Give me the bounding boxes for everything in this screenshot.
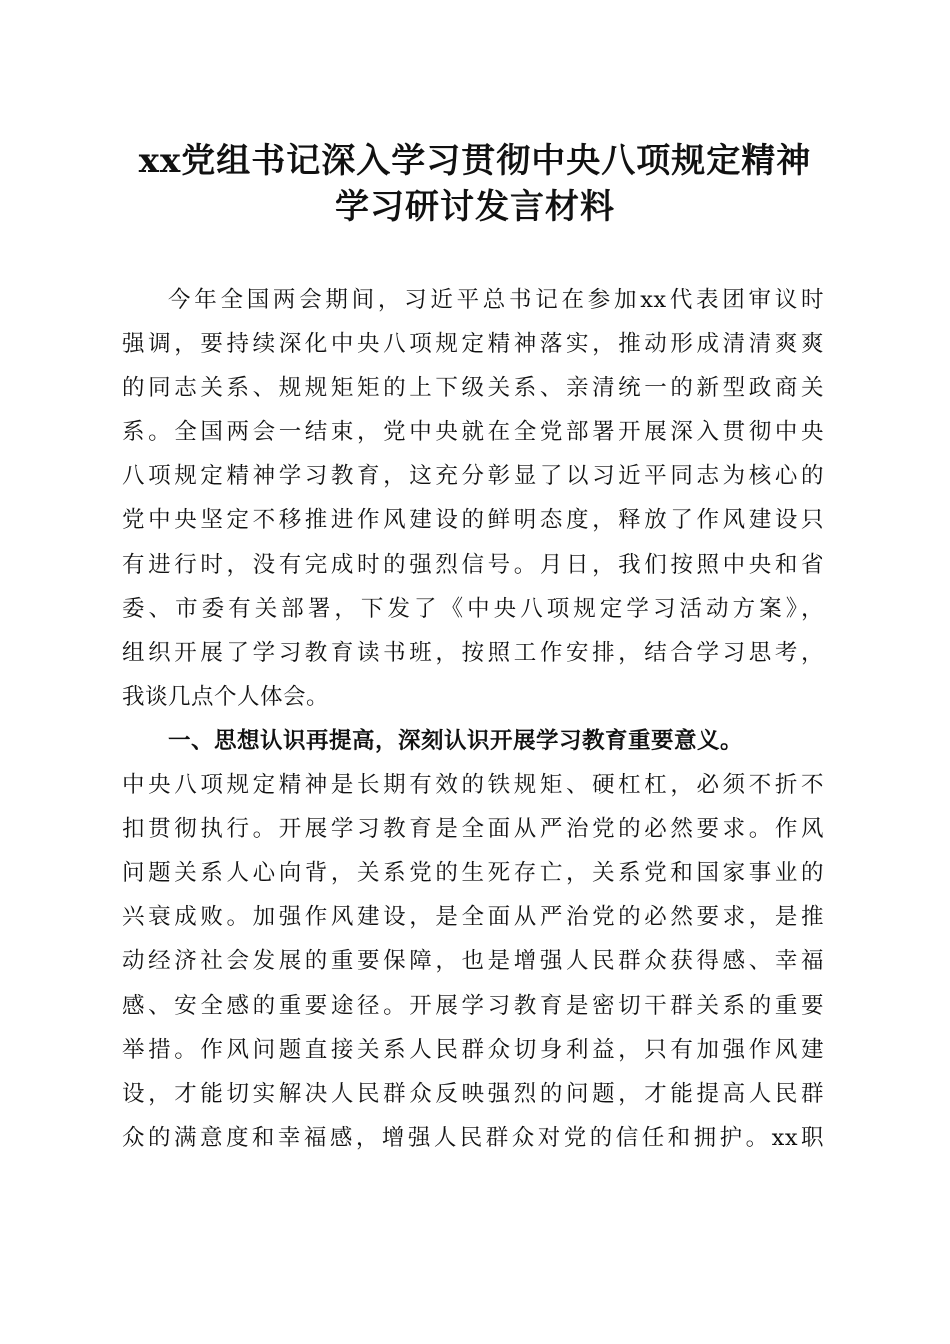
paragraph-line: 举措。作风问题直接关系人民群众切身利益，只有加强作风建 <box>122 1036 824 1063</box>
paragraph-line: 的同志关系、规规矩矩的上下级关系、亲清统一的新型政商关 <box>122 375 824 402</box>
section-heading: 一、思想认识再提高，深刻认识开展学习教育重要意义。 <box>168 727 744 754</box>
paragraph-line: 兴衰成败。加强作风建设，是全面从严治党的必然要求，是推 <box>122 904 824 931</box>
paragraph-line: 党中央坚定不移推进作风建设的鲜明态度，释放了作风建设只 <box>122 507 824 534</box>
paragraph-line: 系。全国两会一结束，党中央就在全党部署开展深入贯彻中央 <box>122 419 824 446</box>
paragraph-line: 强调，要持续深化中央八项规定精神落实，推动形成清清爽爽 <box>122 331 824 358</box>
document-body <box>122 278 824 1160</box>
document-title-line-1: xx党组书记深入学习贯彻中央八项规定精神 <box>138 141 812 181</box>
paragraph-line: 八项规定精神学习教育，这充分彰显了以习近平同志为核心的 <box>122 463 824 490</box>
paragraph-line: 扣贯彻执行。开展学习教育是全面从严治党的必然要求。作风 <box>122 816 824 843</box>
paragraph-line: 我谈几点个人体会。 <box>122 683 330 710</box>
paragraph-line: 有进行时，没有完成时的强烈信号。月日，我们按照中央和省 <box>122 551 824 578</box>
paragraph-line: 动经济社会发展的重要保障，也是增强人民群众获得感、幸福 <box>122 948 824 975</box>
paragraph-line: 问题关系人心向背，关系党的生死存亡，关系党和国家事业的 <box>122 860 824 887</box>
paragraph-line: 今年全国两会期间，习近平总书记在参加xx代表团审议时 <box>168 287 824 313</box>
paragraph-line: 委、市委有关部署，下发了《中央八项规定学习活动方案》， <box>122 595 824 622</box>
paragraph-line: 感、安全感的重要途径。开展学习教育是密切干群关系的重要 <box>122 992 824 1019</box>
paragraph-line: 组织开展了学习教育读书班，按照工作安排，结合学习思考， <box>122 639 824 666</box>
document-title-line-2: 学习研讨发言材料 <box>335 187 615 227</box>
paragraph-line: 设，才能切实解决人民群众反映强烈的问题，才能提高人民群 <box>122 1080 824 1107</box>
paragraph-line: 众的满意度和幸福感，增强人民群众对党的信任和拥护。xx职 <box>122 1124 824 1151</box>
paragraph-line: 中央八项规定精神是长期有效的铁规矩、硬杠杠，必须不折不 <box>122 772 824 799</box>
